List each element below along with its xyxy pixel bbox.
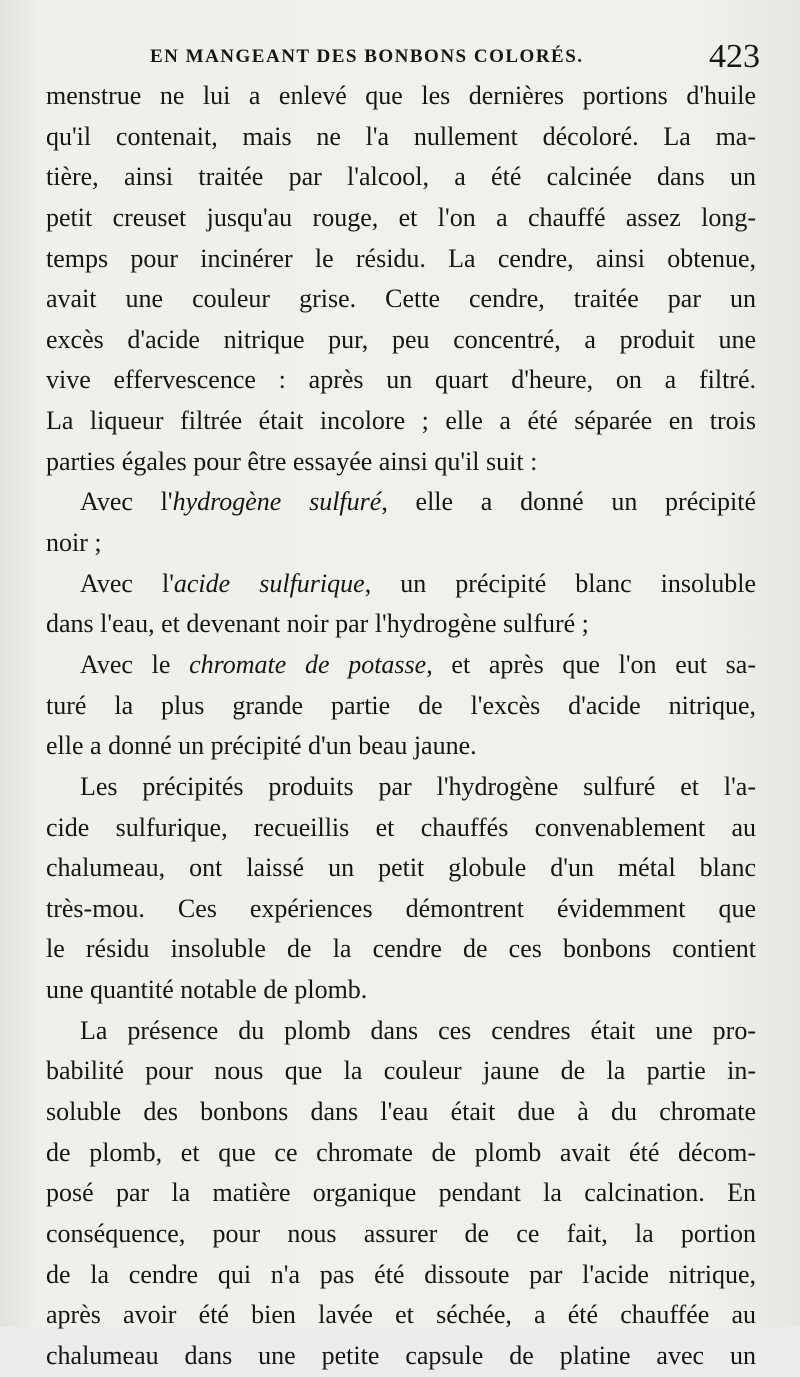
text-line: avait une couleur grise. Cette cendre, traitée par un [46, 284, 756, 314]
text-line: le résidu insoluble de la cendre de ces bonbons contient [46, 934, 756, 964]
text-line: excès d'acide nitrique pur, peu concentré, a produit une [46, 324, 756, 354]
text-line: très-mou. Ces expériences démontrent évidemment que [46, 893, 756, 923]
text-line: menstrue ne lui a enlevé que les dernières portions d'huile [46, 81, 756, 110]
text-line: babilité pour nous que la couleur jaune de la partie in- [46, 1056, 756, 1086]
text-line: qu'il contenait, mais ne l'a nullement décoloré. La ma- [46, 121, 756, 151]
line-text: Avec le [80, 649, 190, 679]
line-text: , et après que l'on eut sa- [426, 649, 756, 679]
running-title: EN MANGEANT DES BONBONS COLORÉS. [150, 46, 584, 67]
text-line: noir ; [46, 528, 102, 558]
text-line: petit creuset jusqu'au rouge, et l'on a chauffé assez long- [46, 202, 756, 232]
text-line: chalumeau dans une petite capsule de platine avec un [46, 1340, 756, 1370]
text-line: conséquence, pour nous assurer de ce fait, la portion [46, 1218, 756, 1248]
body-text [46, 76, 756, 1377]
text-line: elle a donné un précipité d'un beau jaune. [46, 731, 477, 761]
italic-term: chromate de potasse [189, 649, 427, 679]
italic-term: acide sulfurique [173, 568, 365, 598]
text-line: après avoir été bien lavée et séchée, a été chauffée au [46, 1300, 756, 1330]
text-line: de la cendre qui n'a pas été dissoute par l'acide nitrique, [46, 1259, 756, 1289]
line-text: , un précipité blanc insoluble [364, 568, 756, 598]
text-line: de plomb, et que ce chromate de plomb avait été décom- [46, 1137, 756, 1167]
text-line: chalumeau, ont laissé un petit globule d'un métal blanc [46, 853, 756, 883]
text-line [46, 482, 756, 523]
page-number: 423 [709, 38, 760, 75]
text-line: vive effervescence : après un quart d'heure, on a filtré. [46, 365, 756, 395]
text-line: La présence du plomb dans ces cendres était une pro- [80, 1015, 756, 1045]
text-line: soluble des bonbons dans l'eau était due à du chromate [46, 1097, 756, 1127]
text-line: posé par la matière organique pendant la calcination. En [46, 1178, 756, 1208]
text-line: une quantité notable de plomb. [46, 975, 368, 1005]
text-line: temps pour incinérer le résidu. La cendre, ainsi obtenue, [46, 243, 756, 273]
text-line [46, 645, 756, 686]
text-line: La liqueur filtrée était incolore ; elle a été séparée en trois [46, 406, 756, 436]
page-header [150, 40, 760, 80]
italic-term: hydrogène sulfuré [172, 487, 382, 517]
text-line: turé la plus grande partie de l'excès d'acide nitrique, [46, 690, 756, 720]
text-line: dans l'eau, et devenant noir par l'hydrogène sulfuré ; [46, 609, 589, 639]
line-text: , elle a donné un précipité [381, 487, 757, 517]
text-line: cide sulfurique, recueillis et chauffés convenablement au [46, 812, 756, 842]
text-line: tière, ainsi traitée par l'alcool, a été calcinée dans un [46, 162, 756, 192]
line-text: Avec l' [80, 568, 174, 598]
line-text: Avec l' [80, 487, 173, 517]
text-line: Les précipités produits par l'hydrogène sulfuré et l'a- [80, 771, 756, 801]
text-line: parties égales pour être essayée ainsi qu'il suit : [46, 446, 538, 476]
text-line [46, 564, 756, 605]
